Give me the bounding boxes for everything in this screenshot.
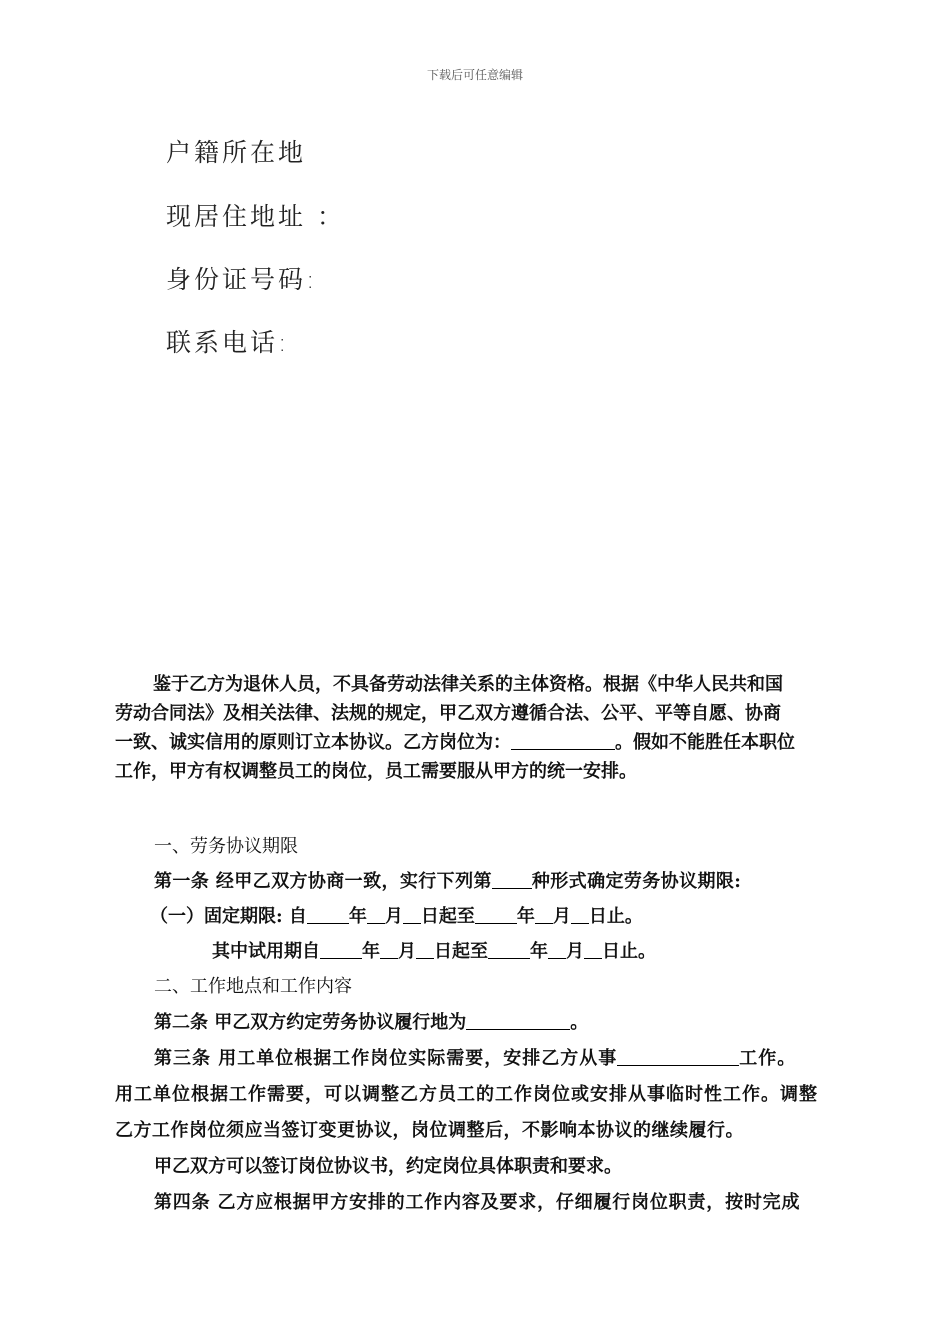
location-blank	[466, 1011, 570, 1030]
intro-line-4: 工作，甲方有权调整员工的岗位，员工需要服从甲方的统一安排。	[115, 761, 637, 782]
trial-period-line: 其中试用期自 年 月 日起至 年 月 日止。	[212, 941, 656, 962]
article-3-cont-2: 乙方工作岗位须应当签订变更协议，岗位调整后，不影响本协议的继续履行。	[115, 1120, 744, 1141]
article-3: 第三条 用工单位根据工作岗位实际需要，安排乙方从事 工作。	[154, 1048, 797, 1069]
intro-line-2: 劳动合同法》及相关法律、法规的规定，甲乙双方遵循合法、公平、平等自愿、协商	[115, 703, 781, 724]
form-choice-blank	[492, 870, 532, 889]
article-2: 第二条 甲乙双方约定劳务协议履行地为 。	[154, 1012, 589, 1033]
post-blank	[511, 731, 615, 750]
intro-line-1: 鉴于乙方为退休人员，不具备劳动法律关系的主体资格。根据《中华人民共和国	[153, 674, 783, 695]
page-header-note: 下载后可任意编辑	[426, 68, 523, 82]
article-4: 第四条 乙方应根据甲方安排的工作内容及要求，仔细履行岗位职责，按时完成	[154, 1192, 801, 1213]
field-id-number: 身份证号码:	[166, 265, 318, 294]
field-contact-phone: 联系电话:	[166, 328, 290, 357]
article-1: 第一条 经甲乙双方协商一致，实行下列第 种形式确定劳务协议期限:	[154, 871, 742, 892]
field-current-address: 现居住地址 ：	[166, 202, 345, 231]
section-2-title: 二、工作地点和工作内容	[154, 976, 352, 997]
fixed-term-line: （一）固定期限: 自 年 月 日起至 年 月 日止。	[150, 906, 643, 927]
intro-line-3: 一致、诚实信用的原则订立本协议。乙方岗位为： 。假如不能胜任本职位	[115, 732, 795, 753]
section-1-title: 一、劳务协议期限	[154, 836, 298, 857]
post-agreement-line: 甲乙双方可以签订岗位协议书，约定岗位具体职责和要求。	[154, 1156, 622, 1177]
intro-paragraph	[115, 670, 835, 786]
article-3-cont-1: 用工单位根据工作需要，可以调整乙方员工的工作岗位或安排从事临时性工作。调整	[115, 1084, 818, 1105]
work-blank	[617, 1047, 739, 1066]
field-household-registration: 户籍所在地	[166, 138, 307, 167]
